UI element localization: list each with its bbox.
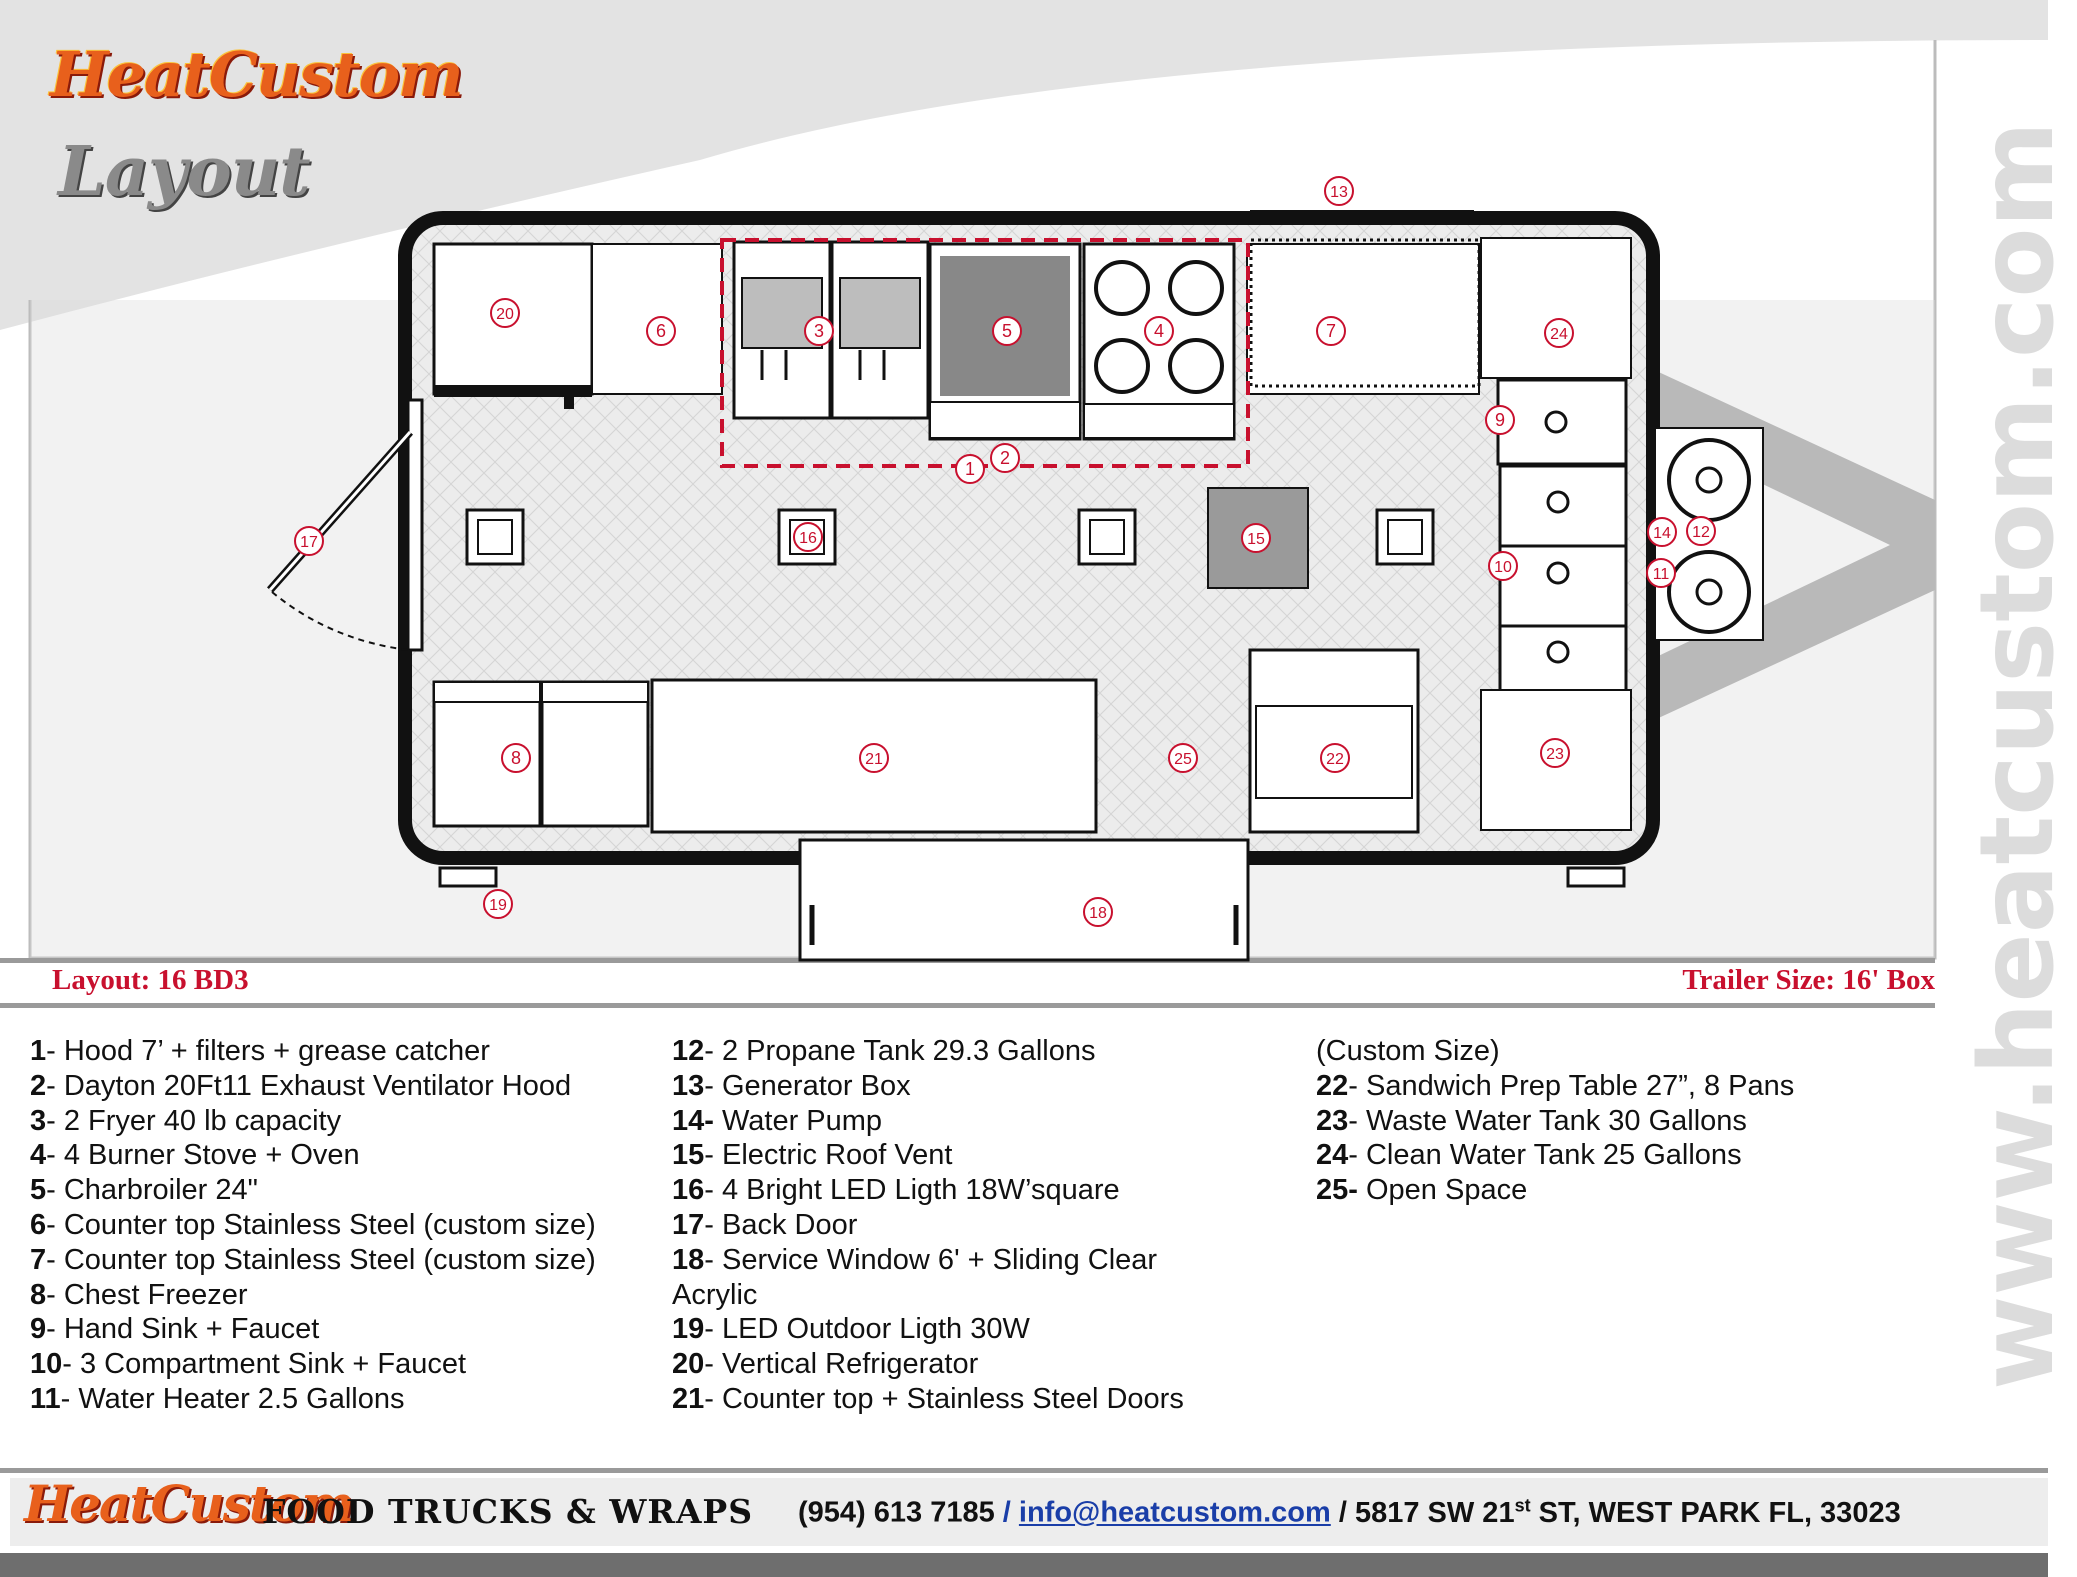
footer-separator: /: [1002, 1496, 1011, 1529]
legend-item: 8- Chest Freezer: [30, 1278, 248, 1311]
callout-10: [1489, 552, 1517, 580]
svg-text:13: 13: [1330, 184, 1348, 201]
callout-24: [1545, 319, 1573, 347]
callout-16: [794, 523, 822, 551]
trailer-size-caption: Trailer Size: 16' Box: [1682, 964, 1935, 996]
callout-12: [1687, 517, 1715, 545]
legend-column-1: [30, 1034, 596, 1417]
legend-item: 5- Charbroiler 24": [30, 1174, 258, 1207]
legend-item: 4- 4 Burner Stove + Oven: [30, 1139, 360, 1172]
legend-item: 14- Water Pump: [672, 1104, 883, 1137]
svg-text:8: 8: [510, 748, 522, 768]
legend-item: 15- Electric Roof Vent: [672, 1139, 953, 1172]
svg-text:12: 12: [1692, 524, 1710, 541]
callout-9: [1486, 406, 1514, 434]
legend-item: 11- Water Heater 2.5 Gallons: [30, 1382, 405, 1415]
callout-15: [1242, 524, 1270, 552]
svg-text:25: 25: [1174, 751, 1192, 768]
svg-text:1: 1: [964, 459, 976, 479]
legend-column-3: [1316, 1034, 1794, 1208]
legend-item: 16- 4 Bright LED Ligth 18W’square: [672, 1174, 1120, 1207]
legend-item: 7- Counter top Stainless Steel (custom size): [30, 1243, 596, 1276]
legend-item: 13- Generator Box: [672, 1069, 911, 1102]
legend-item: 19- LED Outdoor Ligth 30W: [672, 1313, 1030, 1346]
legend-item: 9- Hand Sink + Faucet: [30, 1313, 320, 1346]
svg-text:17: 17: [300, 534, 318, 551]
svg-text:24: 24: [1550, 326, 1568, 343]
callout-14: [1648, 518, 1676, 546]
legend-item: 2- Dayton 20Ft11 Exhaust Ventilator Hood: [30, 1069, 572, 1102]
legend-item: 12- 2 Propane Tank 29.3 Gallons: [672, 1035, 1096, 1067]
callout-18: [1084, 898, 1112, 926]
outdoor-light-19: [440, 868, 496, 886]
svg-text:10: 10: [1494, 559, 1512, 576]
svg-text:21: 21: [865, 751, 883, 768]
footer-contact: [798, 1495, 1901, 1530]
callout-13: [1325, 177, 1353, 205]
chest-freezer-8: [434, 682, 648, 826]
callout-22: [1321, 744, 1349, 772]
prep-table-22: [1250, 650, 1418, 832]
footer-phone: (954) 613 7185: [798, 1496, 995, 1529]
svg-text:19: 19: [489, 897, 507, 914]
footer-logo: HeatCustom: [24, 1474, 353, 1533]
callout-21: [860, 744, 888, 772]
footer-address: 5817 SW 21st ST, WEST PARK FL, 33023: [1354, 1495, 1901, 1529]
svg-text:5: 5: [1001, 321, 1013, 341]
callout-20: [491, 299, 519, 327]
clean-water-tank-24: [1481, 238, 1631, 378]
footer-email-link[interactable]: info@heatcustom.com: [1018, 1496, 1331, 1529]
svg-text:6: 6: [655, 321, 667, 341]
svg-text:11: 11: [1652, 566, 1670, 583]
callout-17: [295, 527, 323, 555]
svg-text:16: 16: [799, 530, 817, 547]
svg-text:18: 18: [1089, 905, 1107, 922]
legend-column-2: [672, 1034, 1184, 1417]
legend-item: 17- Back Door: [672, 1208, 858, 1241]
callout-3: [805, 317, 833, 345]
watermark: www.heatcustom.com: [1958, 121, 2077, 1390]
legend-item: 23- Waste Water Tank 30 Gallons: [1316, 1104, 1747, 1137]
svg-text:3: 3: [813, 321, 825, 341]
callout-6: [647, 317, 675, 345]
legend-item: 6- Counter top Stainless Steel (custom size): [30, 1208, 596, 1241]
svg-text:4: 4: [1153, 321, 1165, 341]
legend-item: 3- 2 Fryer 40 lb capacity: [30, 1104, 342, 1137]
svg-text:22: 22: [1326, 751, 1344, 768]
legend-item: (Custom Size): [1316, 1035, 1500, 1067]
svg-text:2: 2: [999, 448, 1011, 468]
callout-4: [1145, 317, 1173, 345]
legend-item: Acrylic: [672, 1278, 758, 1311]
svg-text:15: 15: [1247, 531, 1265, 548]
callout-25: [1169, 744, 1197, 772]
counter-7: [1247, 244, 1479, 394]
legend-item: 20- Vertical Refrigerator: [672, 1348, 979, 1381]
legend-item: 24- Clean Water Tank 25 Gallons: [1316, 1139, 1742, 1172]
callout-7: [1317, 317, 1345, 345]
callout-2: [991, 444, 1019, 472]
footer-tagline: FOOD TRUCKS & WRAPS: [262, 1492, 754, 1531]
legend-item: 10- 3 Compartment Sink + Faucet: [30, 1348, 467, 1381]
callout-19: [484, 890, 512, 918]
svg-text:20: 20: [496, 306, 514, 323]
callout-5: [993, 317, 1021, 345]
legend-item: 1- Hood 7’ + filters + grease catcher: [30, 1035, 490, 1067]
svg-text:7: 7: [1325, 321, 1337, 341]
svg-text:9: 9: [1494, 410, 1506, 430]
callout-11: [1647, 559, 1675, 587]
generator-box: [1250, 210, 1474, 224]
callout-1: [956, 455, 984, 483]
callout-8: [502, 744, 530, 772]
footer-separator: /: [1338, 1496, 1347, 1529]
legend-item: 18- Service Window 6' + Sliding Clear: [672, 1243, 1158, 1276]
legend-item: 22- Sandwich Prep Table 27”, 8 Pans: [1316, 1069, 1795, 1102]
service-window-18: [800, 840, 1248, 960]
legend-item: 25- Open Space: [1316, 1174, 1528, 1207]
svg-text:14: 14: [1653, 525, 1671, 542]
layout-caption: Layout: 16 BD3: [52, 964, 249, 996]
layout-title: Layout: [58, 132, 310, 212]
callout-23: [1541, 739, 1569, 767]
brand-logo: HeatCustom: [50, 38, 462, 111]
svg-text:23: 23: [1546, 746, 1564, 763]
sinks: [1498, 380, 1626, 706]
legend-item: 21- Counter top + Stainless Steel Doors: [672, 1382, 1184, 1415]
